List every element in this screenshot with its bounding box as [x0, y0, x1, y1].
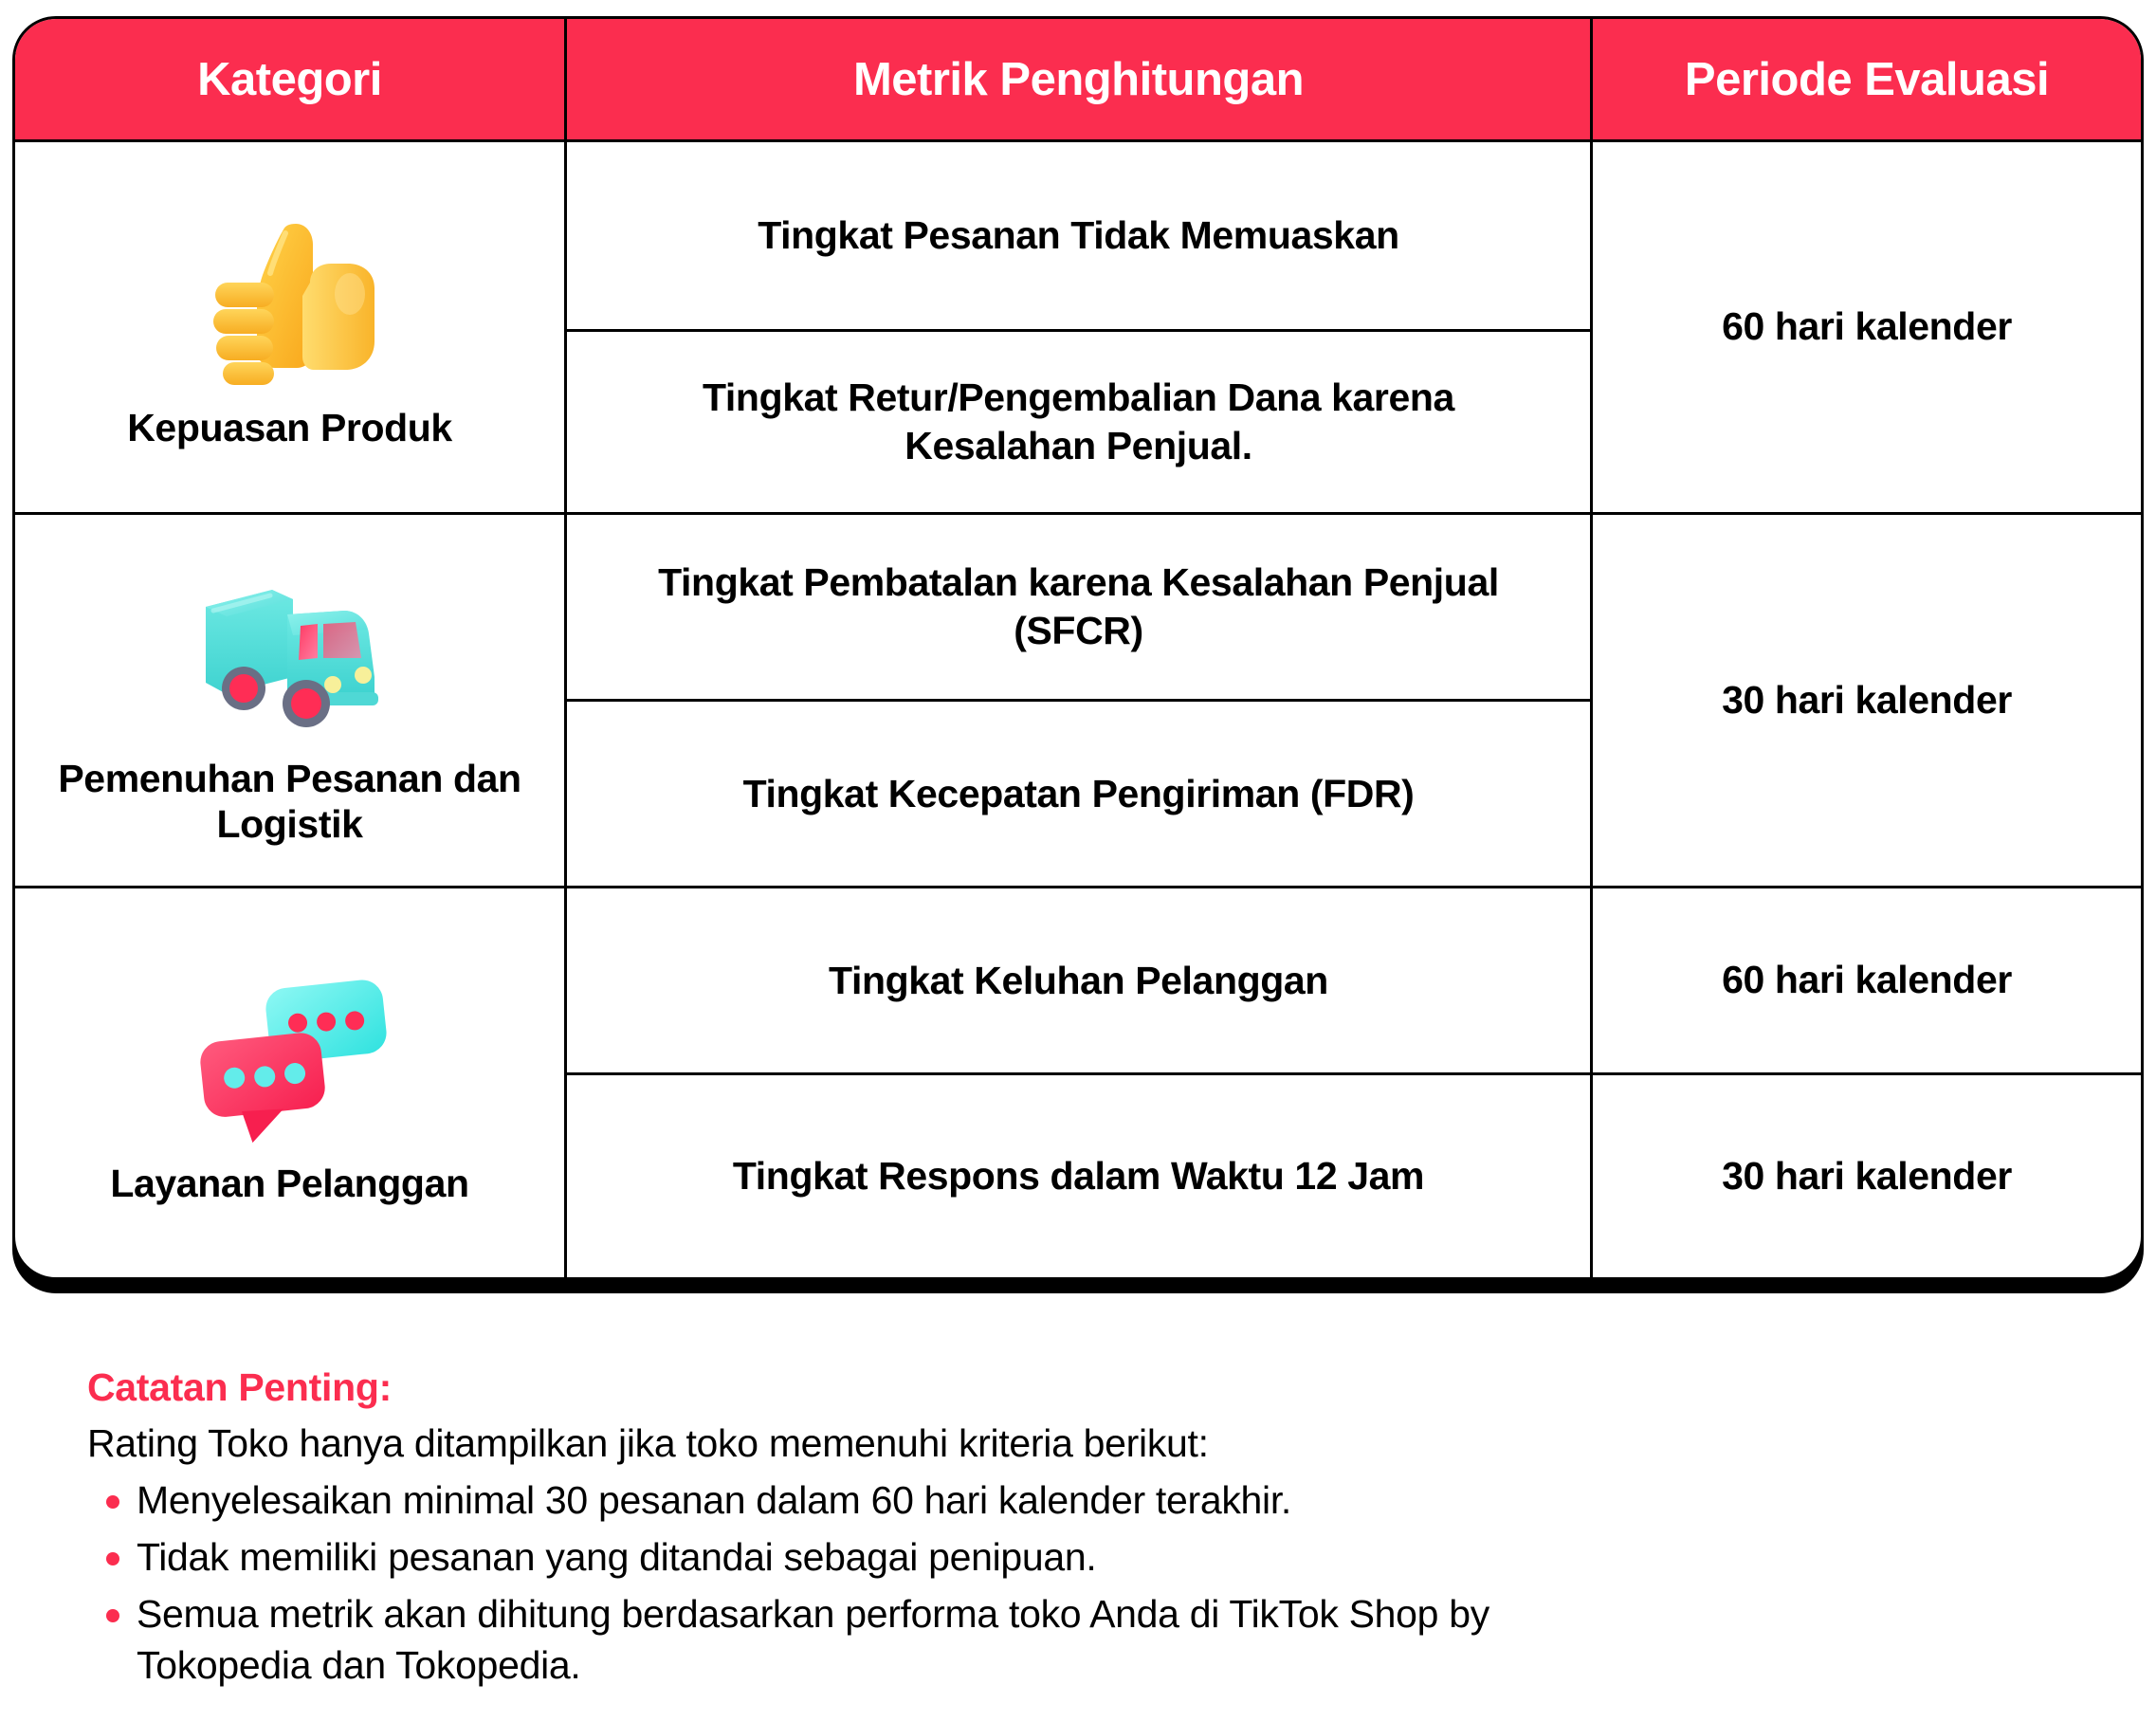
- metrics-table: [12, 16, 2144, 1280]
- table-body: [15, 142, 2141, 1277]
- list-item-text: Semua metrik akan dihitung berdasarkan performa toko Anda di TikTok Shop by Tokopedia dan Tokopedia.: [137, 1591, 1489, 1687]
- header-cell-period: Periode Evaluasi: [1684, 53, 2050, 105]
- metric-column: [567, 142, 1593, 1277]
- notes-intro: Rating Toko hanya ditampilkan jika toko memenuhi kriteria berikut:: [87, 1421, 1209, 1465]
- metric-cell: Tingkat Pembatalan karena Kesalahan Penjual (SFCR): [567, 515, 1590, 702]
- notes-title: Catatan Penting:: [87, 1365, 392, 1409]
- metrics-table-card: [12, 16, 2144, 1280]
- category-label: Kepuasan Produk: [127, 406, 452, 450]
- list-item-text: Tidak memiliki pesanan yang ditandai sebagai penipuan.: [137, 1534, 1097, 1579]
- table-row: [15, 515, 564, 888]
- table-header-row: [15, 19, 2141, 142]
- chat-bubbles-icon: [181, 957, 399, 1156]
- bullet-icon: [106, 1495, 119, 1509]
- important-notes-section: [87, 1365, 1889, 1696]
- bullet-icon: [106, 1609, 119, 1622]
- notes-list: [87, 1474, 1889, 1691]
- metric-cell: Tingkat Keluhan Pelanggan: [567, 888, 1590, 1075]
- metric-cell: Tingkat Kecepatan Pengiriman (FDR): [567, 702, 1590, 888]
- list-item: [87, 1474, 1616, 1526]
- period-column: [1593, 142, 2141, 1277]
- delivery-truck-icon: [181, 552, 399, 751]
- period-cell: 60 hari kalender: [1593, 142, 2141, 515]
- category-label: Layanan Pelanggan: [110, 1162, 469, 1206]
- period-cell: 60 hari kalender: [1593, 888, 2141, 1075]
- list-item-text: Menyelesaikan minimal 30 pesanan dalam 60 hari kalender terakhir.: [137, 1477, 1292, 1522]
- header-cell-category: Kategori: [15, 19, 567, 139]
- period-cell: 30 hari kalender: [1593, 515, 2141, 888]
- metric-cell: Tingkat Respons dalam Waktu 12 Jam: [732, 1154, 1425, 1199]
- period-cell: 30 hari kalender: [1722, 1153, 2012, 1198]
- bullet-icon: [106, 1552, 119, 1565]
- metric-cell: Tingkat Pesanan Tidak Memuaskan: [567, 142, 1590, 332]
- category-label: Pemenuhan Pesanan dan Logistik: [58, 756, 521, 846]
- list-item: [87, 1588, 1616, 1691]
- table-row: [15, 142, 564, 515]
- header-cell-metric: Metrik Penghitungan: [567, 19, 1593, 139]
- category-column: [15, 142, 567, 1277]
- metric-cell: Tingkat Retur/Pengembalian Dana karena Kesalahan Penjual.: [567, 332, 1590, 515]
- table-row: [15, 888, 564, 1277]
- list-item: [87, 1531, 1616, 1583]
- thumbs-up-icon: [181, 201, 399, 400]
